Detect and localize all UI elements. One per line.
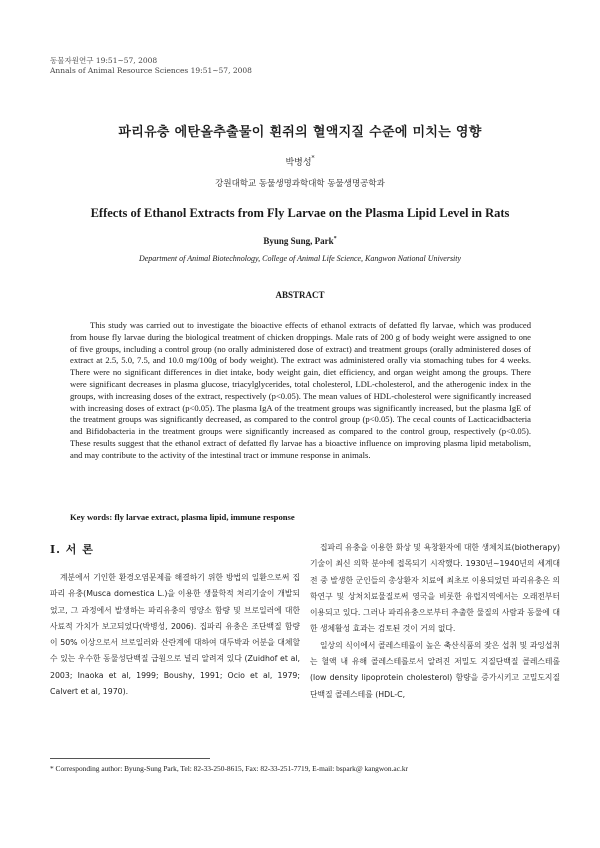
journal-line-english: Annals of Animal Resource Sciences 19:51~57, 2008 [50,66,252,75]
keywords: Key words: fly larvae extract, plasma lipid, immune response [70,512,295,522]
section-heading-introduction: Ⅰ. 서 론 [50,543,94,556]
journal-header [50,56,252,76]
footnote-corresponding-author: * Corresponding author: Byung-Sung Park, Tel: 82-33-250-8615, Fax: 82-33-251-7719, E-mail: bspark@ kangwon.ac.kr [50,764,408,773]
korean-author [0,155,600,168]
english-author-name: Byung Sung, Park [263,236,334,246]
korean-author-name: 박병성 [285,158,312,168]
journal-line-korean: 동물자원연구 19:51~57, 2008 [50,56,158,65]
english-author-mark: * [333,236,337,242]
body-paragraph: 집파리 유충을 이용한 화상 및 욕창환자에 대한 생체치료(biotherapy) 기술이 최신 의학 분야에 접목되기 시작했다. 1930년~1940년의 세계대전 중 발생한 군인들의 총상환자 치료에 최초로 이용되었던 파리유충은 의학연구 및 상처치료물질로써 영국을 비롯한 유럽지역에서는 오래전부터 이용되고 있다. 그러나 파리유충으로부터 추출한 물질의 사람과 동물에 대한 생체활성 효과는 검토된 것이 거의 없다. [310,543,560,634]
body-column-left: 계분에서 기인한 환경오염문제를 해결하기 위한 방법의 일환으로써 집파리 유충(Musca domestica L.)을 이용한 생물학적 처리기술이 개발되었고, 그 과정에서 발생하는 파리유충의 영양소 함량 및 브로일러에 대한 사료적 가치가 보고되었다(박병성, 2006). 집파리 유충은 조단백질 함량이 50% 이상으로서 브로일러와 산란계에 대하여 대두박과 어분을 대체할 수 있는 우수한 동물성단백질 급원으로 널리 알려져 있다 (Zuidhof et al, 2003; Inaoka et al, 1999; Boushy, 1991; Ocio et al, 1979; Calvert et al, 1970). [50,573,300,697]
english-affiliation: Department of Animal Biotechnology, College of Animal Life Science, Kangwon National University [138,254,462,263]
korean-author-mark: * [311,155,315,162]
body-column-right [310,540,560,703]
english-author [0,236,600,246]
english-title: Effects of Ethanol Extracts from Fly Larvae on the Plasma Lipid Level in Rats [90,206,510,220]
korean-affiliation: 강원대학교 동물생명과학대학 동물생명공학과 [215,179,385,189]
footnote-divider [50,758,210,759]
abstract-text: This study was carried out to investigate the bioactive effects of ethanol extracts of defatted fly larvae, which was produced from house fly larvae during the biological treatment of chicken droppings. Male rats of 200 g of body weight were assigned to one of five groups, including a control group (no orally administered dose of extract) and treatment groups (orally administered doses of extract at 2.5, 5.0, 7.5, and 10.0 mg/100g of body weight). The extract was administered orally via stomaching tubes for 4 weeks. There were no significant differences in diet intake, body weight gain, diet efficiency, and organ weight among the groups. There were significant decreases in plasma glucose, triacylglycerides, total cholesterol, LDL-cholesterol, and the atherogenic index in the groups, with increasing doses of the extract, respectively (p<0.05). The mean values of HDL-cholesterol were significantly increased with increasing doses of extract (p<0.05). The plasma IgA of the treatment groups was significantly increased, but the plasma IgE of the treatment groups was significantly decreased, as compared to the control group (p<0.05). The cecal counts of Lacticacidbacteria and Bifidobacteria in the treatment groups were significantly increased as compared to the control group, respectively (p<0.05). These results suggest that the ethanol extract of defatted fly larvae has a bioactive influence on improving plasma lipid metabolism, and may contribute to the activity of the intestinal tract or immune response in animals. [70,320,531,460]
korean-title: 파리유충 에탄올추출물이 흰쥐의 혈액지질 수준에 미치는 영향 [118,125,482,140]
abstract-heading: ABSTRACT [275,290,325,300]
body-paragraph: 일상의 식이에서 콜레스테롤이 높은 축산식품의 잦은 섭취 및 과잉섭취는 혈액 내 유해 콜레스테롤로서 알려진 저밀도 지질단백질 콜레스테롤(low density lipoprotein cholesterol) 함량을 증가시키고 고밀도지질단백질 콜레스테롤 (HDL-C, [310,640,560,699]
